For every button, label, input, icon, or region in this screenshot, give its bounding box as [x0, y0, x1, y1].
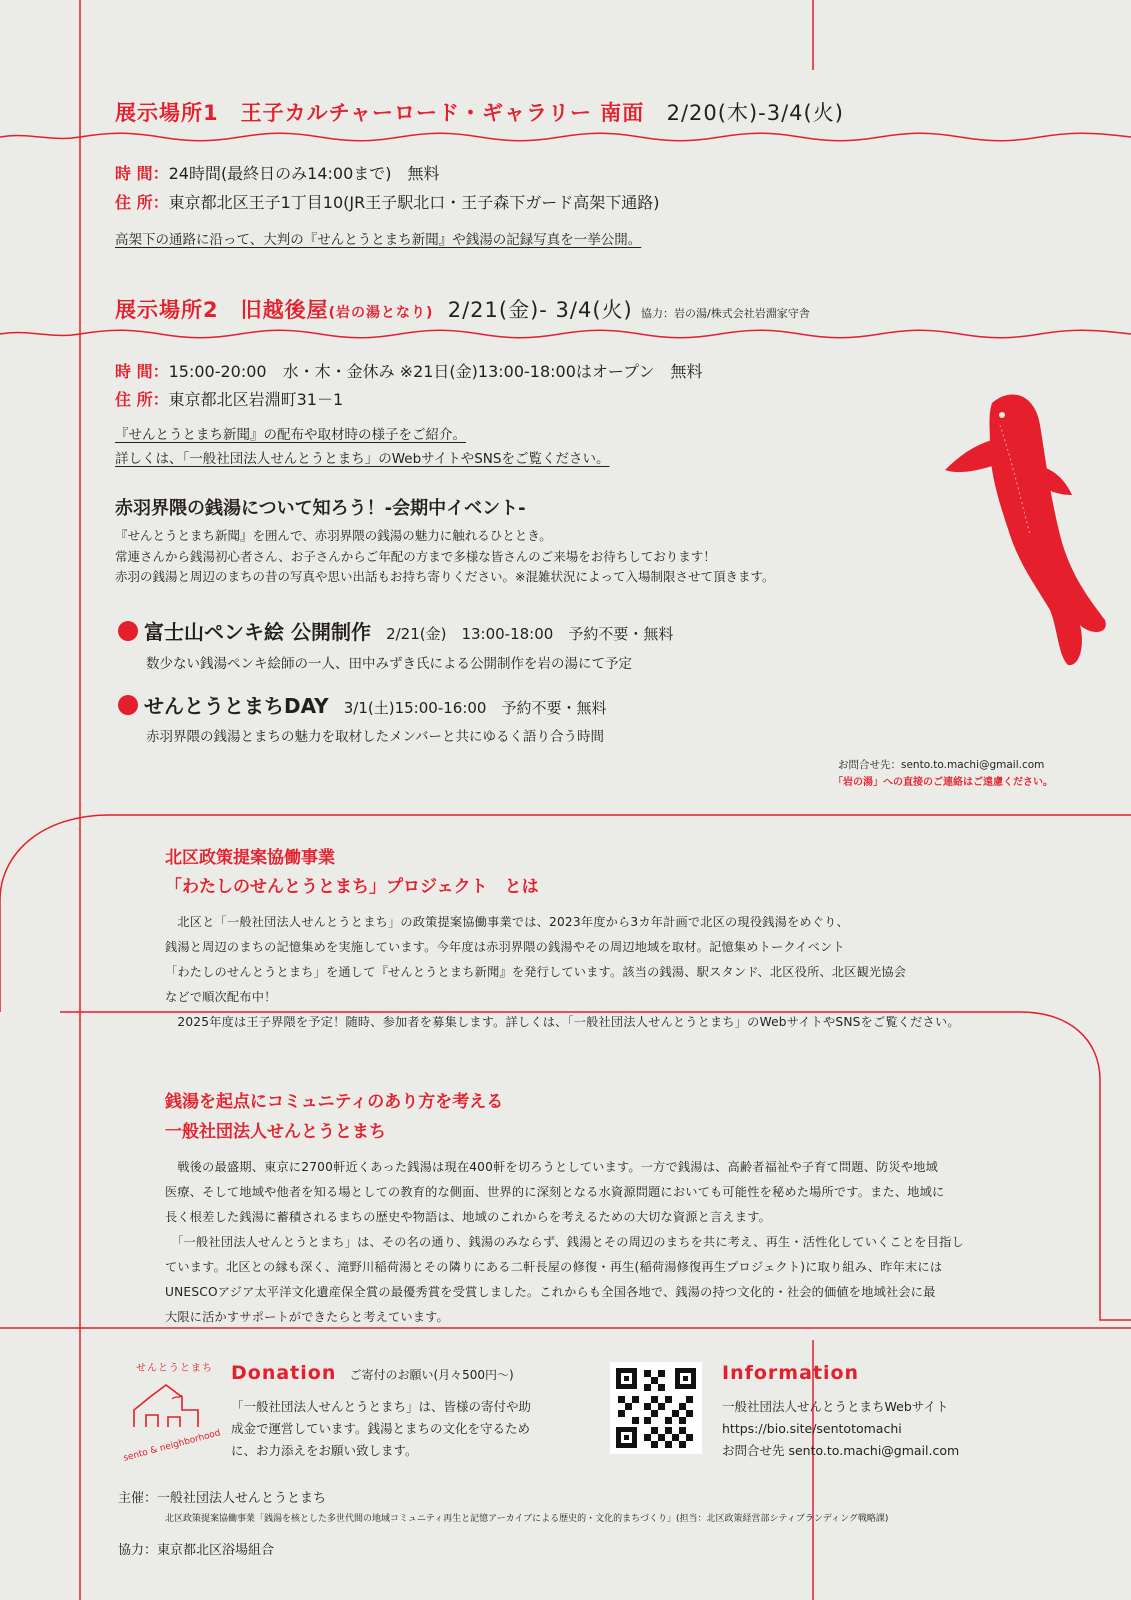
event-line: 赤羽の銭湯と周辺のまちの昔の写真や思い出話もお持ち寄りください。※混雑状況によって入場制限させて頂きます。 [115, 569, 775, 584]
donation-subtitle: ご寄付のお願い(月々500円～) [349, 1368, 514, 1382]
event-item2-title: せんとうとまちDAY [144, 694, 329, 718]
project-line: 2025年度は王子界隈を予定！随時、参加者を募集します。詳しくは、「一般社団法人せんとうとまち」のWebサイトやSNSをご覧ください。 [165, 1015, 960, 1029]
event-item2-desc: 赤羽界隈の銭湯とまちの魅力を取材したメンバーと共にゆるく語り合う時間 [146, 729, 605, 745]
footer-cooperation: 協力：東京都北区浴場組合 [118, 1543, 275, 1558]
project-line: などで順次配布中！ [165, 990, 277, 1004]
venue2-address-row [115, 387, 343, 410]
event-item2-info: 3/1(土)15:00-16:00 予約不要・無料 [343, 699, 607, 717]
venue1-description: 高架下の通路に沿って、大判の『せんとうとまち新聞』や銭湯の記録写真を一挙公開。 [115, 232, 642, 248]
event-item1-info: 2/21(金) 13:00-18:00 予約不要・無料 [386, 625, 674, 643]
koi-fish-illustration [940, 385, 1120, 675]
footer-note: 北区政策提案協働事業「銭湯を核とした多世代間の地域コミュニティ再生と記憶アーカイブによる歴史的・文化的まちづくり」(担当：北区政策経営部シティブランディング戦略課) [165, 1514, 889, 1524]
donation-title: Donation [231, 1362, 337, 1384]
org-line: 長く根差した銭湯に蓄積されるまちの歴史や物語は、地域のこれからを考えるための大切な資源と言えます。 [165, 1210, 772, 1224]
venue1-heading [115, 97, 844, 127]
donation-heading [231, 1362, 514, 1384]
venue2-title-sub: (岩の湯となり) [328, 305, 434, 321]
org-title-1: 銭湯を起点にコミュニティのあり方を考える [165, 1092, 504, 1112]
org-title-2: 一般社団法人せんとうとまち [165, 1122, 386, 1142]
event-contact-note: 「岩の湯」への直接のご連絡はご遠慮ください。 [833, 777, 1053, 788]
event-description [115, 526, 774, 588]
org-line: 戦後の最盛期、東京に2700軒近くあった銭湯は現在400軒を切ろうとしています。一方で銭湯は、高齢者福祉や子育て問題、防災や地域 [165, 1160, 939, 1174]
footer-organizer: 主催：一般社団法人せんとうとまち [118, 1491, 327, 1506]
sento-logo [116, 1355, 222, 1465]
venue2-time-label: 時 間： [115, 362, 169, 381]
venue2-time: 15:00-20:00 水・木・金休み ※21日(金)13:00-18:00はオープン 無料 [168, 362, 703, 381]
information-url[interactable]: https://bio.site/sentotomachi [722, 1421, 902, 1436]
information-contact[interactable]: お問合せ先 sento.to.machi@gmail.com [722, 1443, 960, 1458]
org-line: 「一般社団法人せんとうとまち」は、その名の通り、銭湯のみならず、銭湯とその周辺のまちを共に考え、再生・活性化していくことを目指し [165, 1235, 964, 1249]
information-line: 一般社団法人せんとうとまちWebサイト [722, 1399, 949, 1414]
donation-body [231, 1396, 531, 1462]
org-line: UNESCOアジア太平洋文化遺産保全賞の最優秀賞を受賞しました。これからも全国各地で、銭湯の持つ文化的・社会的価値を地域社会に最 [165, 1285, 936, 1299]
org-line: 大限に活かすサポートができたらと考えています。 [165, 1310, 449, 1324]
venue2-title: 展示場所2 旧越後屋 [115, 298, 329, 322]
org-line: 医療、そして地域や他者を知る場としての教育的な側面、世界的に深刻となる水資源問題においても可能性を秘めた場所です。また、地域に [165, 1185, 945, 1199]
venue1-dates: 2/20(木)-3/4(火) [666, 101, 844, 125]
information-body [722, 1396, 959, 1462]
venue2-heading [115, 294, 810, 324]
venue2-dates: 2/21(金)- 3/4(火) [447, 298, 633, 322]
venue2-time-row [115, 359, 702, 382]
event-line: 常連さんから銭湯初心者さん、お子さんからご年配の方まで多様な皆さんのご来場をお待ちしております！ [115, 548, 716, 564]
venue1-address-row [115, 190, 659, 213]
project-body [165, 910, 960, 1035]
project-line: 「わたしのせんとうとまち」を通して『せんとうとまち新聞』を発行しています。該当の銭湯、駅スタンド、北区役所、北区観光協会 [165, 965, 907, 979]
venue1-address-label: 住 所： [115, 193, 169, 212]
venue2-cooperation: 協力：岩の湯/株式会社岩淵家守舎 [641, 307, 810, 320]
project-line: 銭湯と周辺のまちの記憶集めを実施しています。今年度は赤羽界隈の銭湯やその周辺地域を取材。記憶集めトークイベント [165, 940, 845, 954]
venue2-address: 東京都北区岩淵町31－1 [168, 390, 344, 409]
event-item-2 [118, 690, 606, 719]
information-title: Information [722, 1362, 860, 1384]
org-line: ています。北区との縁も深く、滝野川稲荷湯とその隣りにある二軒長屋の修復・再生(稲荷湯修復再生プロジェクト)に取り組み、昨年末には [165, 1260, 943, 1274]
event-title: 赤羽界隈の銭湯について知ろう！-会期中イベント- [115, 498, 526, 519]
qr-finder [616, 1368, 637, 1389]
event-item1-desc: 数少ない銭湯ペンキ絵師の一人、田中みずき氏による公開制作を岩の湯にて予定 [146, 656, 632, 672]
org-body [165, 1155, 964, 1330]
venue1-time-row [115, 161, 440, 184]
qr-finder [675, 1368, 696, 1389]
venue2-description-1: 『せんとうとまち新聞』の配布や取材時の様子をご紹介。 [115, 427, 466, 443]
qr-code[interactable] [610, 1362, 702, 1454]
venue1-title: 展示場所1 王子カルチャーロード・ギャラリー 南面 [115, 101, 645, 125]
donation-line: 成金で運営しています。銭湯とまちの文化を守るため [231, 1421, 531, 1436]
donation-line: 「一般社団法人せんとうとまち」は、皆様の寄付や助 [231, 1399, 532, 1414]
project-title-2: 「わたしのせんとうとまち」プロジェクト とは [165, 877, 539, 897]
event-item1-title: 富士山ペンキ絵 公開制作 [144, 620, 371, 644]
bullet-icon [118, 695, 138, 715]
event-line: 『せんとうとまち新聞』を囲んで、赤羽界隈の銭湯の魅力に触れるひととき。 [115, 528, 552, 543]
venue2-description-2: 詳しくは、「一般社団法人せんとうとまち」のWebサイトやSNSをご覧ください。 [115, 451, 610, 467]
event-contact: お問合せ先：sento.to.machi@gmail.com [838, 759, 1045, 771]
venue1-time-label: 時 間： [115, 164, 169, 183]
logo-bottom-text: sento & neighborhood [122, 1428, 222, 1464]
logo-arc-text: せんとうとまち [136, 1363, 213, 1374]
event-item-1 [118, 616, 673, 645]
venue1-time: 24時間(最終日のみ14:00まで) 無料 [168, 164, 440, 183]
qr-finder [616, 1427, 637, 1448]
venue2-address-label: 住 所： [115, 390, 169, 409]
venue1-address: 東京都北区王子1丁目10(JR王子駅北口・王子森下ガード高架下通路) [168, 193, 660, 212]
project-line: 北区と「一般社団法人せんとうとまち」の政策提案協働事業では、2023年度から3カ年計画で北区の現役銭湯をめぐり、 [165, 915, 849, 929]
project-title-1: 北区政策提案協働事業 [165, 848, 335, 868]
bullet-icon [118, 621, 138, 641]
donation-line: に、お力添えをお願い致します。 [231, 1443, 418, 1458]
